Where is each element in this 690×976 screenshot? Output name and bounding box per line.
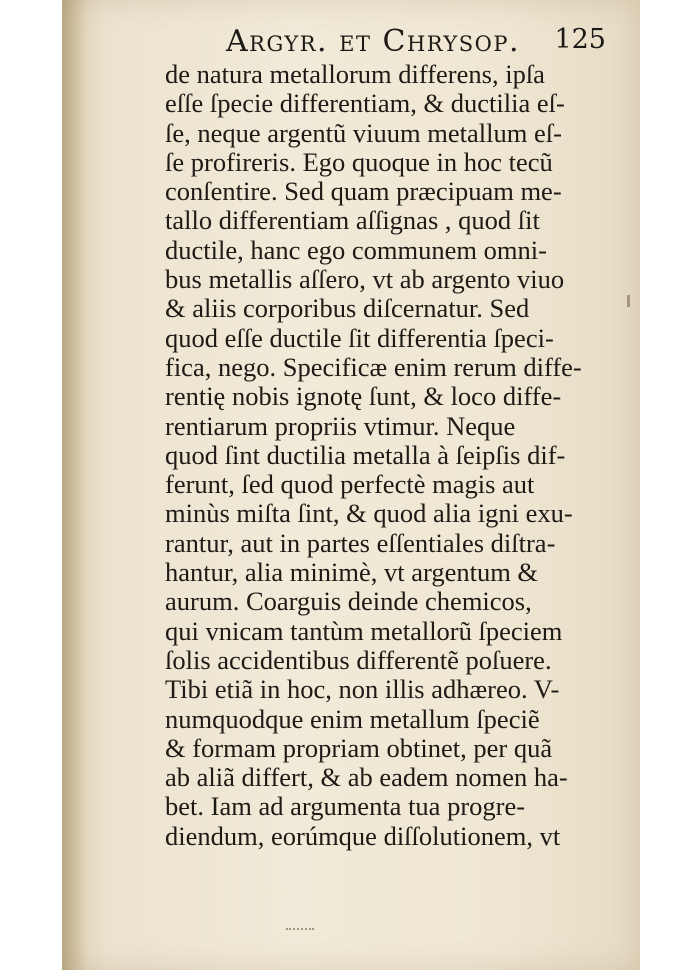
text-line: ductile, hanc ego communem omni- (165, 234, 547, 265)
page-number: 125 (554, 24, 606, 55)
text-line: conſentire. Sed quam præcipuam me- (165, 176, 562, 207)
body-text (165, 60, 597, 851)
text-line: quod ſint ductilia metalla à ſeipſis dif- (165, 439, 566, 470)
text-line: tallo differentiam aſſignas , quod ſit (165, 205, 540, 236)
footer-ornament (286, 922, 314, 930)
text-line: diendum, eorúmque diſſolutionem, vt (165, 820, 561, 851)
text-line: qui vnicam tantùm metallorũ ſpeciem (165, 615, 563, 646)
text-line: bet. Iam ad argumenta tua progre- (165, 791, 526, 822)
text-line: fica, nego. Specificæ enim rerum diffe- (165, 351, 582, 382)
margin-mark (627, 295, 630, 307)
text-line: de natura metallorum differens, ipſa (165, 59, 545, 89)
text-line: & aliis corporibus diſcernatur. Sed (165, 293, 530, 324)
text-line: numquodque enim metallum ſpeciẽ (165, 703, 540, 734)
text-line: Tibi etiã in hoc, non illis adhæreo. V- (165, 674, 560, 705)
text-line: rentię nobis ignotę ſunt, & loco diffe- (165, 381, 562, 412)
text-line: rantur, aut in partes eſſentiales diſtra- (165, 527, 556, 558)
page-header (170, 22, 610, 62)
text-line: aurum. Coarguis deinde chemicos, (165, 586, 532, 617)
text-line: ſe, neque argentũ viuum metallum eſ- (165, 117, 562, 148)
text-line: ſe profireris. Ego quoque in hoc tecũ (165, 146, 553, 177)
text-line: ſolis accidentibus differentẽ poſuere. (165, 644, 552, 675)
text-line: bus metallis aſſero, vt ab argento viuo (165, 264, 565, 295)
text-line: eſſe ſpecie differentiam, & ductilia eſ- (165, 88, 565, 119)
text-line: ab aliã differt, & ab eadem nomen ha- (165, 762, 568, 793)
text-line: hantur, alia minimè, vt argentum & (165, 557, 539, 588)
text-line: & formam propriam obtinet, per quã (165, 732, 553, 763)
text-line: ferunt, ſed quod perfectè magis aut (165, 469, 535, 500)
text-line: rentiarum propriis vtimur. Neque (165, 410, 516, 441)
running-title: Argyr. et Chrysop. (226, 24, 521, 59)
text-line: quod eſſe ductile ſit differentia ſpeci- (165, 322, 554, 353)
text-line: minùs miſta ſint, & quod alia igni exu- (165, 498, 573, 529)
book-page (62, 0, 640, 970)
